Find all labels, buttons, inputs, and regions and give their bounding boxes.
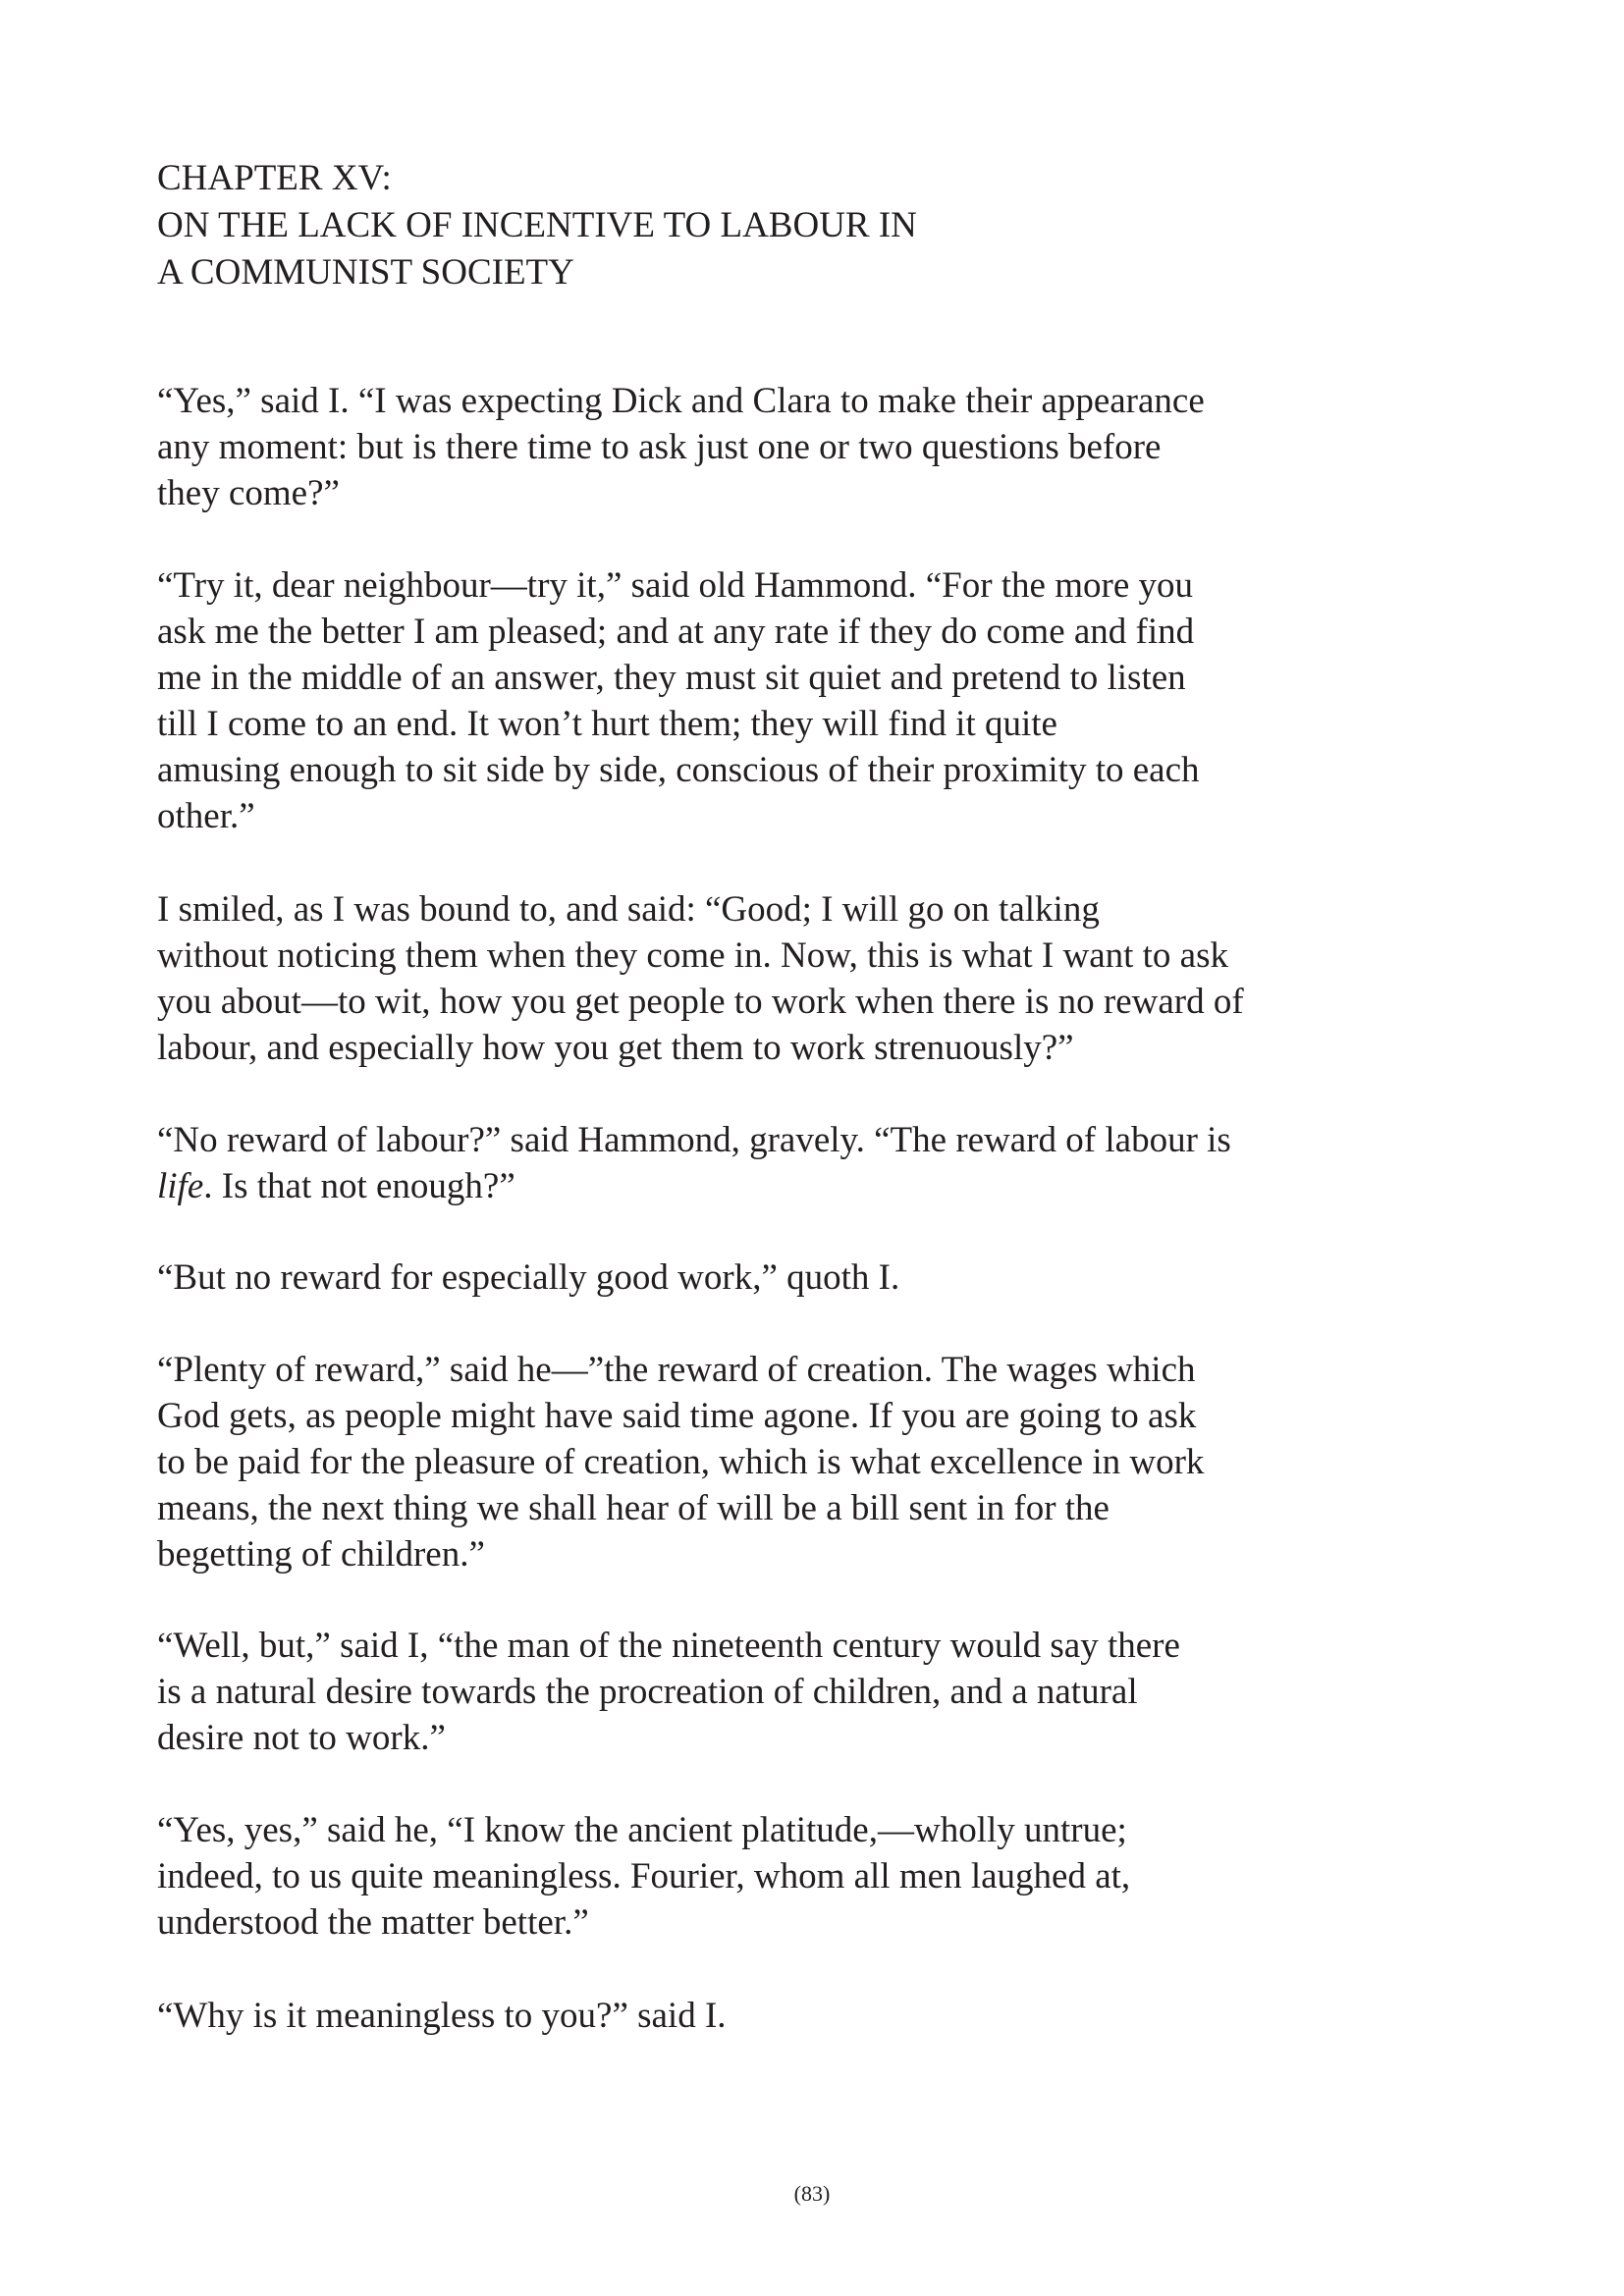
- text-line: ask me the better I am pleased; and at any rate if they do come and find: [157, 612, 1195, 652]
- text-line: without noticing them when they come in. Now, this is what I want to ask: [157, 935, 1228, 976]
- paragraph-2: [157, 562, 1375, 839]
- text-line: means, the next thing we shall hear of will be a bill sent in for the: [157, 1488, 1110, 1528]
- text-line: understood the matter better.”: [157, 1902, 589, 1943]
- text-line: any moment: but is there time to ask just one or two questions before: [157, 427, 1162, 467]
- text-line: [157, 1163, 1375, 1209]
- paragraph-8: [157, 1807, 1375, 1946]
- text-line: indeed, to us quite meaningless. Fourier, whom all men laughed at,: [157, 1856, 1131, 1896]
- chapter-title-line-1: ON THE LACK OF INCENTIVE TO LABOUR IN: [157, 205, 917, 245]
- italic-word: life: [157, 1166, 204, 1206]
- chapter-heading: [157, 155, 1335, 296]
- text-line: desire not to work.”: [157, 1718, 446, 1758]
- paragraph-1: [157, 378, 1375, 516]
- text-line: other.”: [157, 796, 255, 836]
- page-number: (83): [793, 2181, 831, 2206]
- paragraph-4: [157, 1117, 1375, 1209]
- text-fragment: . Is that not enough?”: [203, 1166, 515, 1206]
- text-line: “Try it, dear neighbour—try it,” said old Hammond. “For the more you: [157, 565, 1194, 606]
- text-line: “Yes, yes,” said he, “I know the ancient platitude,—wholly untrue;: [157, 1810, 1127, 1850]
- chapter-number: CHAPTER XV:: [157, 158, 392, 198]
- text-line: to be paid for the pleasure of creation, which is what excellence in work: [157, 1442, 1205, 1482]
- text-line: “Well, but,” said I, “the man of the nineteenth century would say there: [157, 1626, 1180, 1666]
- paragraph-5: [157, 1255, 1375, 1301]
- text-line: begetting of children.”: [157, 1534, 485, 1575]
- text-line: they come?”: [157, 473, 340, 513]
- text-line: till I come to an end. It won’t hurt them; they will find it quite: [157, 704, 1057, 744]
- paragraph-9: [157, 1993, 1375, 2039]
- paragraph-6: [157, 1347, 1375, 1577]
- text-line: I smiled, as I was bound to, and said: “Good; I will go on talking: [157, 889, 1100, 930]
- text-line: you about—to wit, how you get people to work when there is no reward of: [157, 982, 1244, 1022]
- text-line: “But no reward for especially good work,” quoth I.: [157, 1257, 900, 1298]
- text-line: is a natural desire towards the procreation of children, and a natural: [157, 1672, 1138, 1712]
- text-line: God gets, as people might have said time agone. If you are going to ask: [157, 1396, 1197, 1436]
- text-line: “Why is it meaningless to you?” said I.: [157, 1996, 727, 2036]
- paragraph-3: [157, 886, 1375, 1071]
- text-line: labour, and especially how you get them to work strenuously?”: [157, 1028, 1074, 1068]
- chapter-title-line-2: A COMMUNIST SOCIETY: [157, 252, 574, 293]
- text-line: “Yes,” said I. “I was expecting Dick and Clara to make their appearance: [157, 381, 1205, 421]
- text-line: “Plenty of reward,” said he—”the reward of creation. The wages which: [157, 1350, 1196, 1390]
- text-line: “No reward of labour?” said Hammond, gravely. “The reward of labour is: [157, 1120, 1231, 1160]
- text-line: me in the middle of an answer, they must sit quiet and pretend to listen: [157, 658, 1186, 698]
- paragraph-7: [157, 1623, 1375, 1761]
- text-line: amusing enough to sit side by side, conscious of their proximity to each: [157, 750, 1200, 790]
